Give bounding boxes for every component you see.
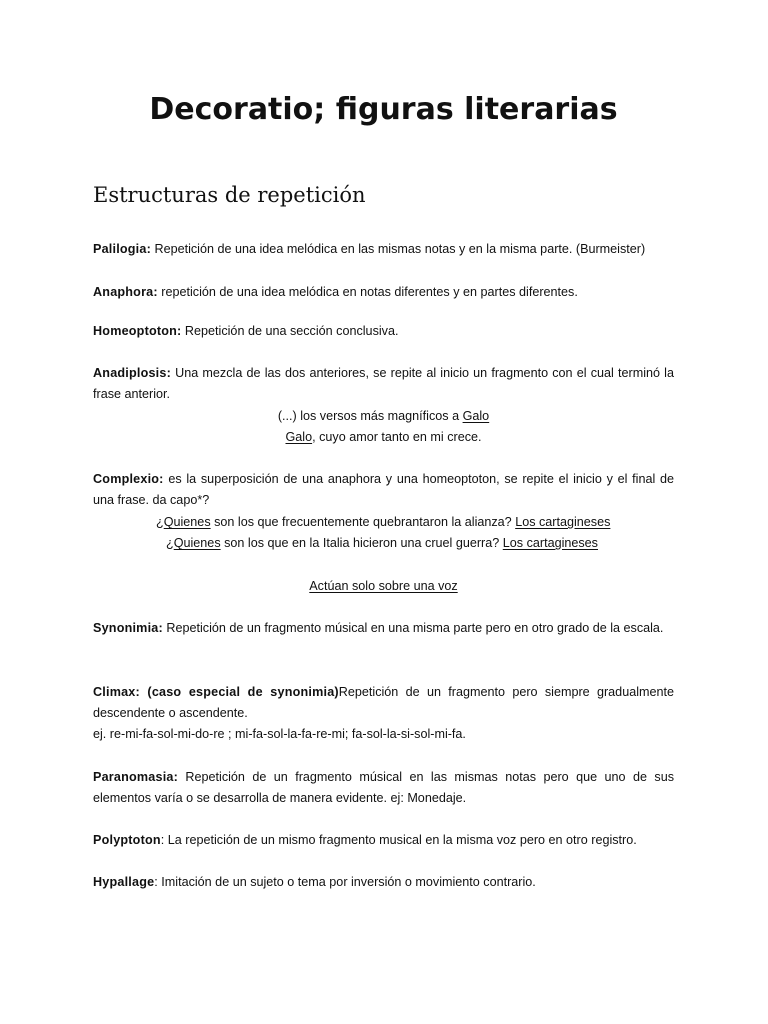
entry-term: Homeoptoton: [93, 324, 182, 338]
entry-paranomasia [93, 767, 674, 809]
entry-anaphora [93, 282, 674, 303]
climax-example: ej. re-mi-fa-sol-mi-do-re ; mi-fa-sol-la-fa-re-mi; fa-sol-la-si-sol-mi-fa. [93, 727, 466, 741]
anadiplosis-example-line-2: Galo, cuyo amor tanto en mi crece. [285, 430, 482, 444]
entry-term: Hypallage [93, 875, 155, 889]
entry-term: Climax: (caso especial de synonimia) [93, 685, 339, 699]
entry-term: Complexio: [93, 472, 164, 486]
entry-text: Repetición de un fragmento músical en una misma parte pero en otro grado de la escala. [162, 621, 664, 635]
entry-homeoptoton [93, 321, 674, 342]
anadiplosis-example-line-1: (...) los versos más magníficos a Galo [277, 409, 490, 423]
entry-text: repetición de una idea melódica en notas diferentes y en partes diferentes. [157, 285, 578, 299]
document-title: Decoratio; figuras literarias [149, 92, 618, 127]
entry-term: Polyptoton [93, 833, 161, 847]
section-heading: Estructuras de repetición [93, 183, 366, 207]
entry-text: Repetición de una sección conclusiva. [181, 324, 399, 338]
complexio-example-line-2: ¿Quienes son los que en la Italia hicieron una cruel guerra? Los cartagineses [166, 536, 598, 550]
entry-term: Paranomasia: [93, 770, 178, 784]
complexio-example-line-1: ¿Quienes son los que frecuentemente quebrantaron la alianza? Los cartagineses [156, 515, 611, 529]
entry-term: Anaphora: [93, 285, 158, 299]
entry-term: Synonimia: [93, 621, 163, 635]
entry-palilogia [93, 239, 674, 260]
entry-text: es la superposición de una anaphora y una homeoptoton, se repite el inicio y el final de una frase. da capo*? [93, 472, 674, 507]
entry-text: Repetición de un fragmento músical en las mismas notas pero que uno de sus elementos varía o se desarrolla de manera evidente. ej: Monedaje. [93, 770, 674, 805]
entry-climax [93, 682, 674, 724]
entry-complexio [93, 469, 674, 511]
entry-anadiplosis [93, 363, 674, 405]
entry-term: Anadiplosis: [93, 366, 171, 380]
entry-text: Repetición de una idea melódica en las mismas notas y en la misma parte. (Burmeister) [150, 242, 646, 256]
entry-text: : Imitación de un sujeto o tema por inversión o movimiento contrario. [154, 875, 536, 889]
entry-text: Repetición de un fragmento pero siempre gradualmente descendente o ascendente. [93, 685, 674, 720]
entry-hypallage [93, 872, 674, 893]
entry-polyptoton [93, 830, 674, 851]
entry-text: : La repetición de un mismo fragmento musical en la misma voz pero en otro registro. [160, 833, 637, 847]
entry-text: Una mezcla de las dos anteriores, se repite al inicio un fragmento con el cual terminó la frase anterior. [93, 366, 674, 401]
entry-synonimia [93, 618, 674, 639]
subheading-single-voice: Actúan solo sobre una voz [309, 579, 458, 593]
entry-term: Palilogia: [93, 242, 151, 256]
